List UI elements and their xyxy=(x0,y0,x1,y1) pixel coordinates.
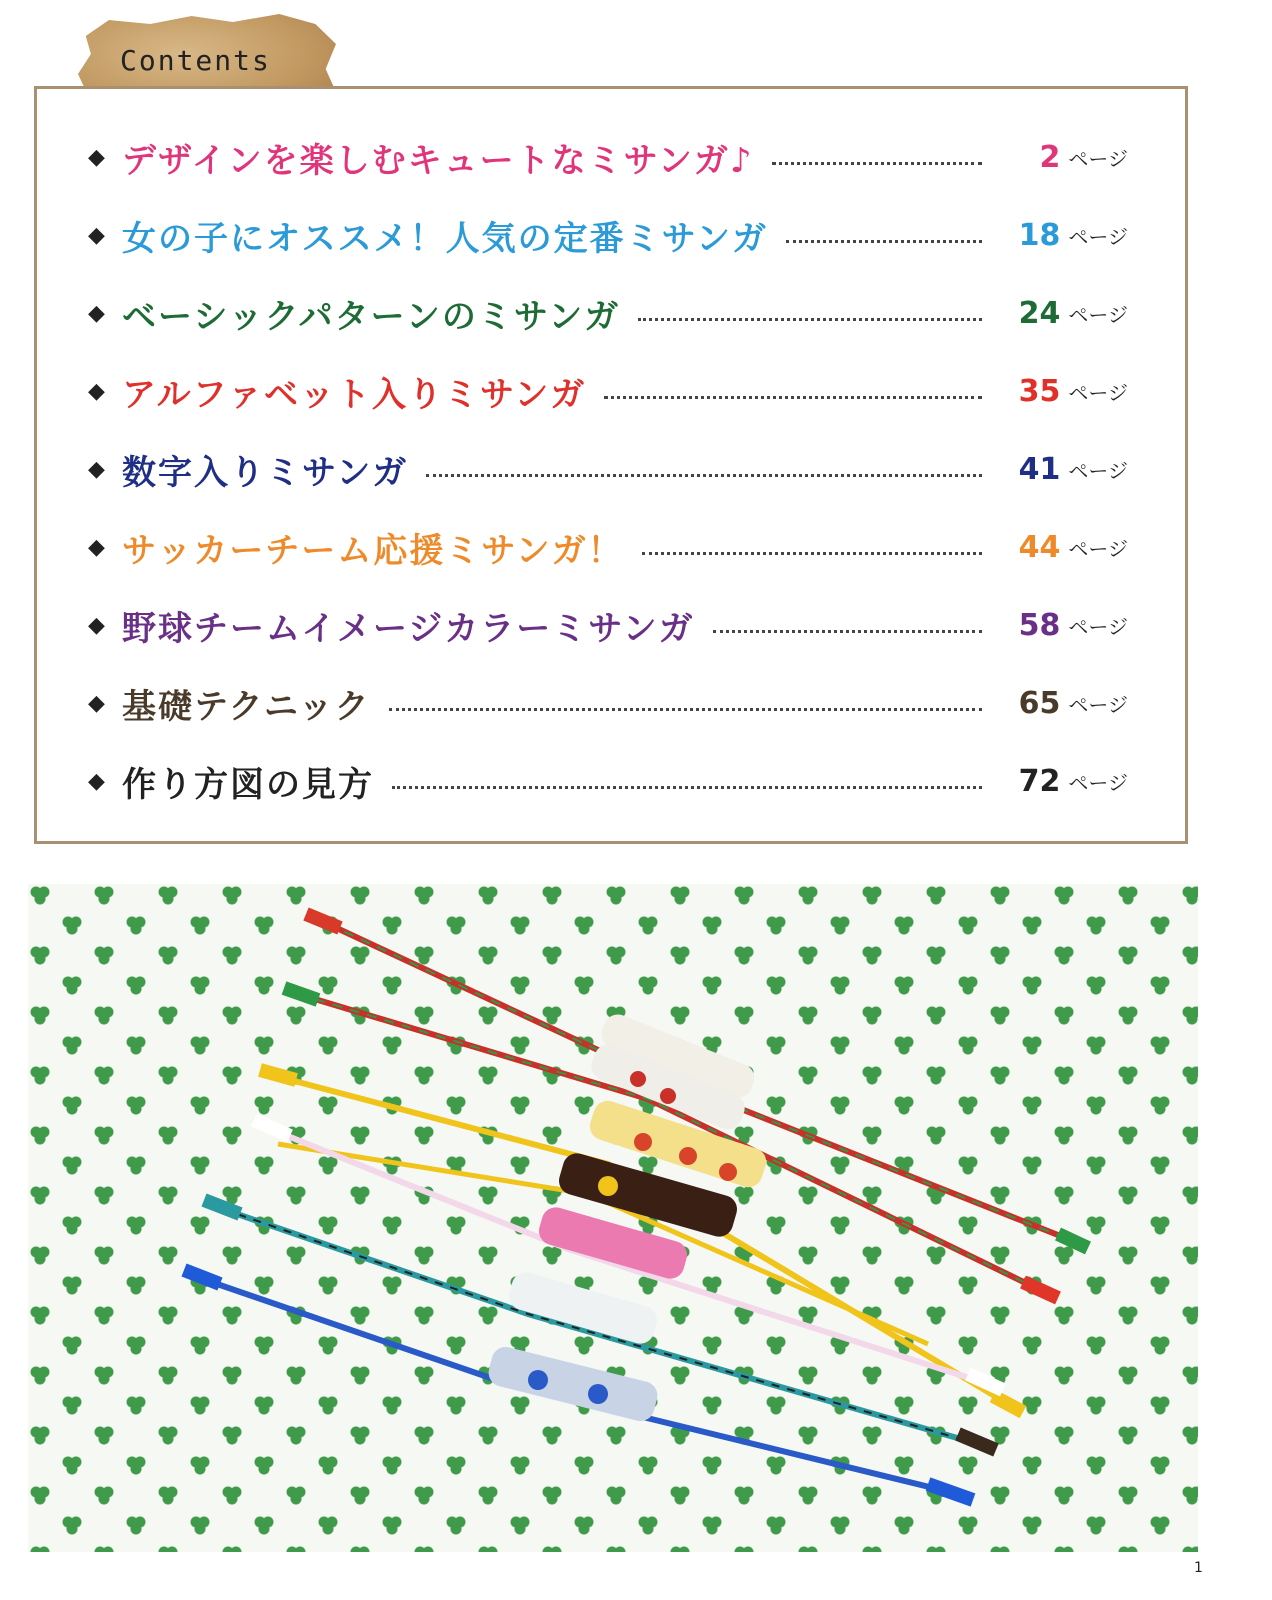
diamond-bullet-icon: ◆ xyxy=(88,222,105,248)
toc-page-number: 41 xyxy=(1018,451,1061,487)
dot-leader xyxy=(638,318,982,321)
toc-title: ベーシックパターンのミサンガ xyxy=(122,296,621,337)
diamond-bullet-icon: ◆ xyxy=(88,378,105,404)
dot-leader xyxy=(642,552,983,555)
page-suffix: ページ xyxy=(1068,380,1128,405)
diamond-bullet-icon: ◆ xyxy=(88,534,105,560)
toc-page-number: 35 xyxy=(1018,373,1061,409)
diamond-bullet-icon: ◆ xyxy=(88,144,105,170)
toc-page-number: 18 xyxy=(1018,217,1061,253)
toc-entry xyxy=(88,757,1128,805)
toc-page-number: 44 xyxy=(1018,529,1061,565)
toc-title: アルファベット入りミサンガ xyxy=(122,374,587,415)
toc-page-number: 65 xyxy=(1018,685,1061,721)
page-suffix: ページ xyxy=(1068,146,1128,171)
dot-leader xyxy=(604,396,982,399)
dot-leader xyxy=(772,162,983,165)
bracelets-illustration xyxy=(28,884,1198,1552)
toc-entry xyxy=(88,289,1128,337)
dot-leader xyxy=(713,630,983,633)
page-suffix: ページ xyxy=(1068,770,1128,795)
toc-entry xyxy=(88,367,1128,415)
page-suffix: ページ xyxy=(1068,302,1128,327)
dot-leader xyxy=(786,240,982,243)
toc-entry xyxy=(88,211,1128,259)
dot-leader xyxy=(426,474,982,477)
toc-title: 野球チームイメージカラーミサンガ xyxy=(122,608,695,649)
page-suffix: ページ xyxy=(1068,224,1128,249)
dot-leader xyxy=(389,708,983,711)
contents-heading: Contents xyxy=(120,44,271,77)
toc-page-number: 58 xyxy=(1018,607,1061,643)
toc-entry xyxy=(88,523,1128,571)
toc-title: 作り方図の見方 xyxy=(122,764,374,805)
toc-page-number: 2 xyxy=(1039,139,1061,175)
toc-entry xyxy=(88,133,1128,181)
diamond-bullet-icon: ◆ xyxy=(88,768,105,794)
diamond-bullet-icon: ◆ xyxy=(88,300,105,326)
diamond-bullet-icon: ◆ xyxy=(88,456,105,482)
toc-title: デザインを楽しむキュートなミサンガ♪ xyxy=(122,140,754,181)
toc-title: サッカーチーム応援ミサンガ！ xyxy=(122,530,624,571)
page-suffix: ページ xyxy=(1068,458,1128,483)
toc-entry xyxy=(88,679,1128,727)
toc-entry xyxy=(88,445,1128,493)
page-suffix: ページ xyxy=(1068,536,1128,561)
toc-page-number: 24 xyxy=(1018,295,1061,331)
toc-page-number: 72 xyxy=(1018,763,1061,799)
toc-title: 基礎テクニック xyxy=(122,686,371,727)
toc-title: 女の子にオススメ！人気の定番ミサンガ xyxy=(122,218,768,259)
toc-entry xyxy=(88,601,1128,649)
bracelets-photo xyxy=(28,884,1198,1552)
page-suffix: ページ xyxy=(1068,614,1128,639)
diamond-bullet-icon: ◆ xyxy=(88,690,105,716)
page-suffix: ページ xyxy=(1068,692,1128,717)
toc-title: 数字入りミサンガ xyxy=(122,452,409,493)
page-number: 1 xyxy=(1194,1560,1203,1576)
dot-leader xyxy=(392,786,982,789)
diamond-bullet-icon: ◆ xyxy=(88,612,105,638)
